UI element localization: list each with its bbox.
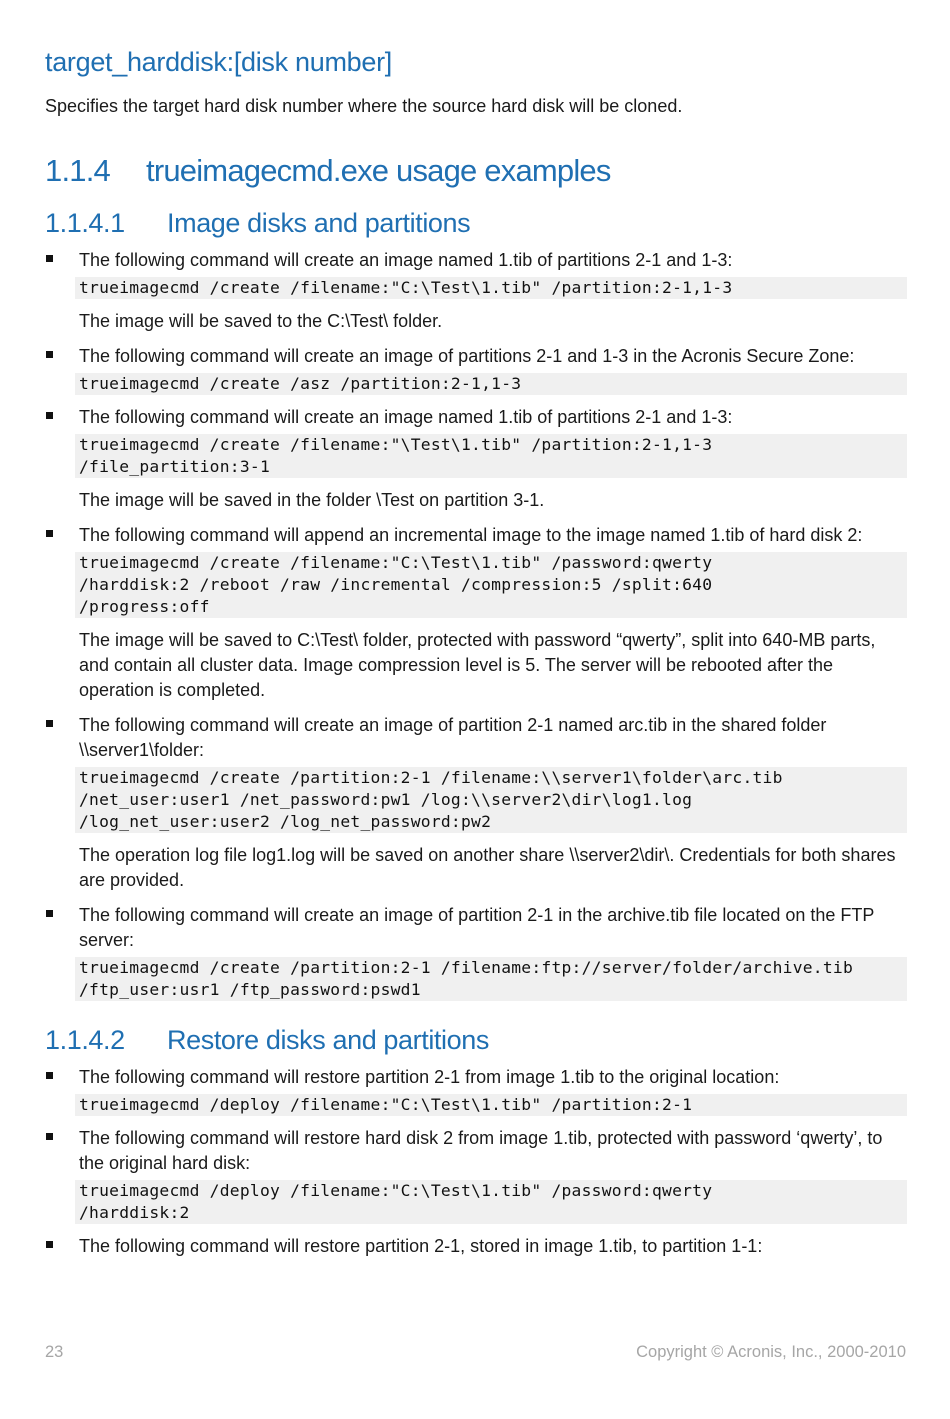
code-block	[75, 277, 907, 299]
subsections	[45, 202, 907, 1259]
example-note: The image will be saved in the folder \Test on partition 3-1.	[79, 490, 545, 510]
example-description: The following command will restore hard disk 2 from image 1.tib, protected with password ‘qwerty’, to the original hard disk:	[79, 1128, 883, 1173]
code-line: /net_user:user1 /net_password:pw1 /log:\\server2\dir\log1.log	[79, 790, 693, 809]
example-list	[45, 248, 907, 1001]
code-block	[75, 373, 907, 395]
code-block	[75, 552, 907, 618]
code-block	[75, 1094, 907, 1116]
example-description: The following command will create an image of partition 2-1 in the archive.tib file located on the FTP server:	[79, 905, 875, 950]
list-item	[45, 1126, 907, 1224]
example-description: The following command will create an image named 1.tib of partitions 2-1 and 1-3:	[79, 407, 733, 427]
bullet-icon	[46, 1072, 53, 1079]
code-block	[75, 767, 907, 833]
example-list	[45, 1065, 907, 1259]
bullet-icon	[46, 351, 53, 358]
example-description: The following command will append an incremental image to the image named 1.tib of hard disk 2:	[79, 525, 863, 545]
page-number: 23	[45, 1343, 64, 1361]
code-line: trueimagecmd /create /partition:2-1 /filename:\\server1\folder\arc.tib	[79, 768, 783, 787]
bullet-icon	[46, 255, 53, 262]
code-line: /log_net_user:user2 /log_net_password:pw2	[79, 812, 492, 831]
bullet-icon	[46, 910, 53, 917]
section-number: 1.1.4	[45, 153, 110, 188]
page-content	[45, 40, 907, 1269]
list-item	[45, 1065, 907, 1116]
code-line: /file_partition:3-1	[79, 457, 270, 476]
section-title: trueimagecmd.exe usage examples	[146, 153, 611, 188]
subsection-number: 1.1.4.1	[45, 208, 125, 238]
copyright-notice: Copyright © Acronis, Inc., 2000-2010	[636, 1343, 906, 1361]
example-description: The following command will create an image named 1.tib of partitions 2-1 and 1-3:	[79, 250, 733, 270]
code-line: trueimagecmd /create /filename:"C:\Test\1.tib" /partition:2-1,1-3	[79, 278, 733, 297]
example-note: The image will be saved to C:\Test\ folder, protected with password “qwerty”, split into 640-MB parts, and contain all cluster data. Image compression level is 5. The server will be rebooted after the operation is completed.	[79, 630, 876, 700]
list-item	[45, 713, 907, 893]
option-heading: target_harddisk:[disk number]	[45, 47, 392, 77]
list-item	[45, 1234, 907, 1259]
bullet-icon	[46, 720, 53, 727]
code-line: trueimagecmd /deploy /filename:"C:\Test\1.tib" /password:qwerty	[79, 1181, 713, 1200]
example-note: The operation log file log1.log will be saved on another share \\server2\dir\. Credentials for both shares are provided.	[79, 845, 896, 890]
bullet-icon	[46, 530, 53, 537]
code-line: /ftp_user:usr1 /ftp_password:pswd1	[79, 980, 421, 999]
bullet-icon	[46, 412, 53, 419]
list-item	[45, 903, 907, 1001]
code-block	[75, 957, 907, 1001]
bullet-icon	[46, 1133, 53, 1140]
list-item	[45, 248, 907, 334]
code-line: /harddisk:2	[79, 1203, 190, 1222]
example-description: The following command will create an image of partition 2-1 named arc.tib in the shared folder \\server1\folder:	[79, 715, 827, 760]
code-block	[75, 1180, 907, 1224]
code-line: trueimagecmd /create /filename:"\Test\1.tib" /partition:2-1,1-3	[79, 435, 713, 454]
subsection-title: Image disks and partitions	[167, 208, 471, 238]
list-item	[45, 344, 907, 395]
example-description: The following command will create an image of partitions 2-1 and 1-3 in the Acronis Secure Zone:	[79, 346, 855, 366]
code-line: trueimagecmd /deploy /filename:"C:\Test\1.tib" /partition:2-1	[79, 1095, 693, 1114]
list-item	[45, 405, 907, 513]
example-description: The following command will restore partition 2-1, stored in image 1.tib, to partition 1-1:	[79, 1236, 763, 1256]
option-description: Specifies the target hard disk number where the source hard disk will be cloned.	[45, 96, 683, 116]
code-line: /progress:off	[79, 597, 210, 616]
page-footer	[45, 1343, 906, 1362]
code-line: trueimagecmd /create /partition:2-1 /filename:ftp://server/folder/archive.tib	[79, 958, 854, 977]
section-heading	[45, 146, 907, 196]
subsection-number: 1.1.4.2	[45, 1025, 125, 1055]
bullet-icon	[46, 1241, 53, 1248]
code-line: trueimagecmd /create /asz /partition:2-1,1-3	[79, 374, 522, 393]
subsection-heading	[45, 1019, 907, 1061]
subsection-heading	[45, 202, 907, 244]
example-note: The image will be saved to the C:\Test\ folder.	[79, 311, 443, 331]
list-item	[45, 523, 907, 703]
code-block	[75, 434, 907, 478]
code-line: trueimagecmd /create /filename:"C:\Test\1.tib" /password:qwerty	[79, 553, 713, 572]
code-line: /harddisk:2 /reboot /raw /incremental /compression:5 /split:640	[79, 575, 713, 594]
subsection-title: Restore disks and partitions	[167, 1025, 489, 1055]
example-description: The following command will restore partition 2-1 from image 1.tib to the original location:	[79, 1067, 780, 1087]
